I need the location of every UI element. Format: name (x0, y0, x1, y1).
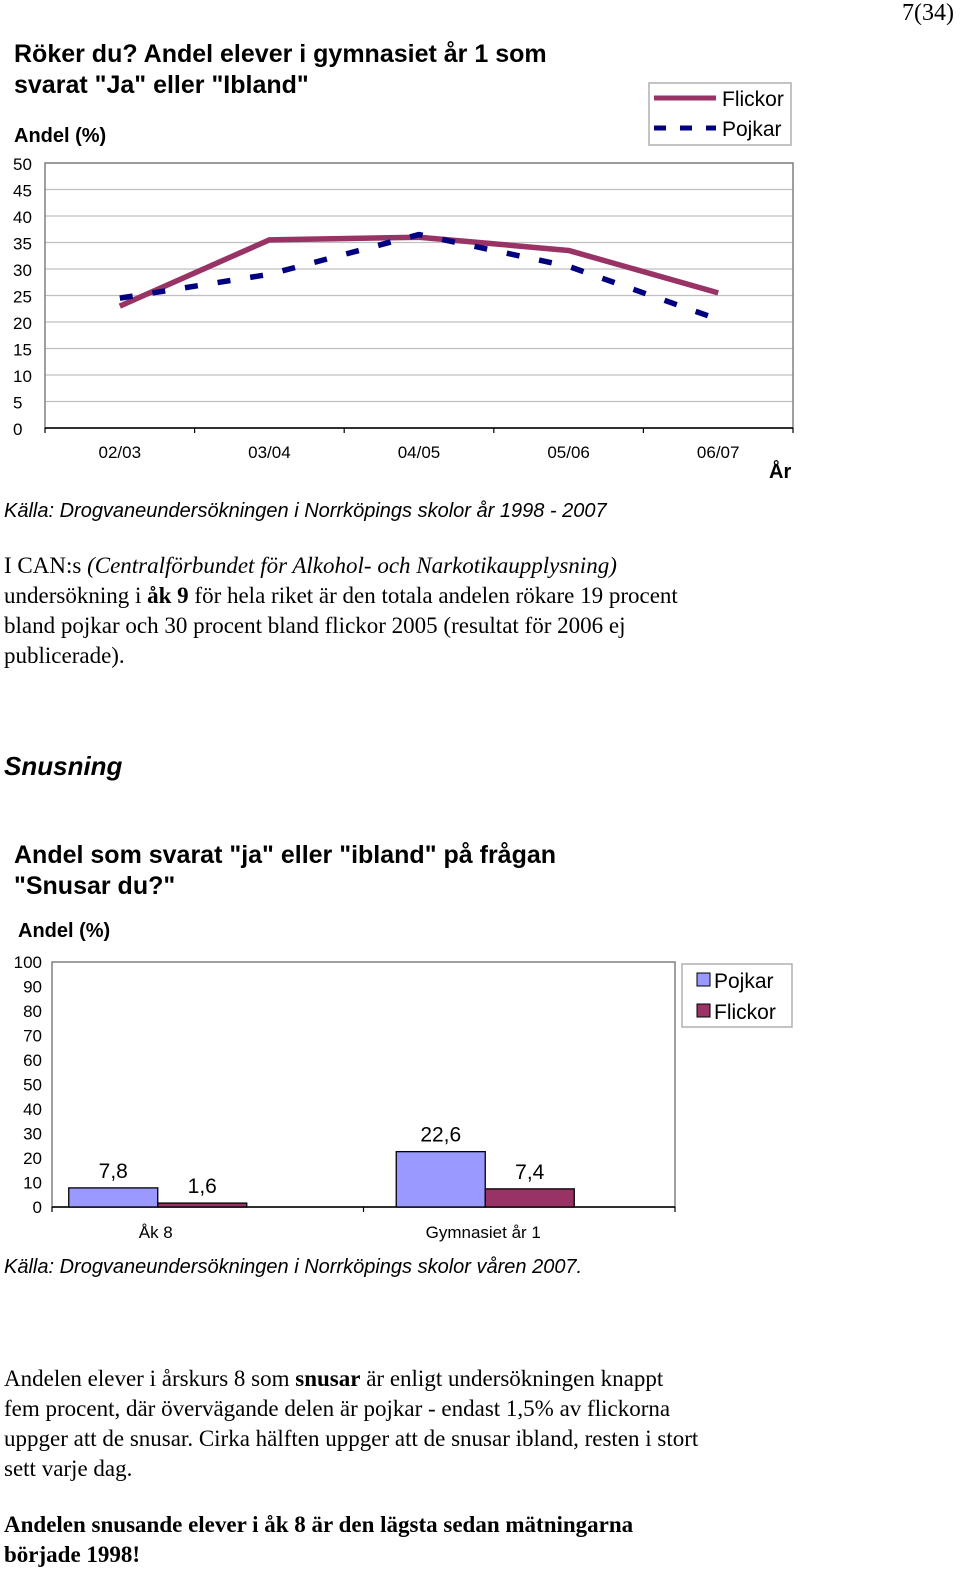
x-axis-title: År (769, 461, 792, 483)
para1-text: I CAN:s (4, 553, 88, 578)
y-tick-label: 60 (23, 1051, 42, 1070)
para1-text: publicerade). (4, 643, 125, 668)
can-paragraph (4, 551, 944, 671)
series-line-pojkar (120, 235, 718, 320)
legend-pojkar-swatch (697, 973, 710, 986)
snus-title-line2: "Snusar du?" (14, 872, 176, 900)
para2-snusar: snusar (295, 1366, 361, 1391)
x-tick-label: 06/07 (696, 443, 740, 462)
y-tick-labels (13, 155, 32, 439)
y-tick-label: 5 (13, 393, 23, 413)
x-tick-label: 03/04 (248, 443, 291, 462)
y-tick-label: 50 (13, 155, 32, 174)
x-tick-labels (99, 443, 740, 462)
para2-text: Andelen elever i årskurs 8 som (4, 1366, 296, 1391)
y-tick-label: 40 (23, 1100, 42, 1119)
legend-flickor-label: Flickor (722, 88, 784, 111)
data-label: 7,4 (515, 1160, 545, 1184)
legend-flickor-label: Flickor (714, 1001, 776, 1024)
section-heading-snusning: Snusning (4, 751, 123, 781)
bar-flickor (158, 1203, 247, 1207)
smoking-line-chart (0, 0, 960, 500)
legend-pojkar-label: Pojkar (714, 970, 774, 993)
data-label: 22,6 (420, 1123, 462, 1147)
bar-flickor (485, 1189, 574, 1207)
y-tick-label: 0 (13, 420, 23, 439)
y-tick-label: 10 (23, 1173, 42, 1193)
y-tick-label: 25 (13, 287, 32, 307)
y-tick-label: 100 (13, 953, 42, 972)
smoking-title-line2: svarat "Ja" eller "Ibland" (14, 71, 309, 99)
para1-text: bland pojkar och 30 procent bland flickor 2005 (resultat för 2006 ej (4, 613, 626, 638)
para1-grade: åk 9 (147, 583, 189, 608)
y-tick-label: 20 (23, 1149, 42, 1168)
snus-source: Källa: Drogvaneundersökningen i Norrköpings skolor våren 2007. (4, 1256, 583, 1278)
snus-chart-title (14, 840, 556, 902)
x-tick-labels (139, 1223, 541, 1242)
plot-frame (52, 962, 675, 1212)
bar-pojkar (69, 1188, 158, 1207)
conclusion-line2: började 1998! (4, 1542, 141, 1567)
conclusion-line1: Andelen snusande elever i åk 8 är den lägsta sedan mätningarna (4, 1512, 634, 1537)
y-tick-label: 15 (13, 340, 32, 360)
conclusion (4, 1510, 954, 1570)
series-lines (120, 235, 718, 320)
x-tick-label: Gymnasiet år 1 (425, 1223, 541, 1242)
y-tick-label: 10 (13, 367, 32, 386)
para1-text: undersökning i (4, 583, 148, 608)
snus-title-line1: Andel som svarat "ja" eller "ibland" på frågan (14, 841, 557, 869)
plot-area (52, 962, 675, 1207)
para1-text: för hela riket är den totala andelen rökare 19 procent (188, 583, 678, 608)
data-label: 1,6 (187, 1175, 217, 1199)
legend-flickor-swatch (697, 1004, 710, 1017)
x-tick-label: 02/03 (98, 443, 142, 462)
para2-text: uppger att de snusar. Cirka hälften uppger att de snusar ibland, resten i stort (4, 1426, 699, 1451)
para1-can-name: (Centralförbundet för Alkohol- och Narkotikaupplysning) (87, 553, 617, 578)
x-tick-label: 04/05 (397, 443, 441, 462)
para2-text: fem procent, där övervägande delen är pojkar - endast 1,5% av flickorna (4, 1396, 671, 1421)
legend-pojkar-label: Pojkar (722, 118, 782, 141)
y-tick-label: 40 (13, 208, 32, 227)
y-tick-label: 35 (13, 234, 32, 254)
plot-frame (45, 163, 793, 433)
para2-text: är enligt undersökningen knappt (360, 1366, 664, 1391)
x-tick-label: Åk 8 (138, 1223, 173, 1242)
bars (69, 1152, 575, 1207)
y-tick-label: 30 (13, 261, 32, 280)
y-tick-label: 70 (23, 1026, 42, 1046)
snus-paragraph (4, 1364, 954, 1484)
y-tick-label: 30 (23, 1124, 42, 1144)
y-tick-label: 45 (13, 181, 32, 201)
x-tick-label: 05/06 (547, 443, 590, 462)
para2-text: sett varje dag. (4, 1456, 133, 1481)
y-axis-title: Andel (%) (14, 125, 107, 147)
legend (649, 83, 791, 145)
y-tick-label: 50 (23, 1075, 42, 1095)
y-tick-label: 0 (32, 1198, 42, 1217)
bar-pojkar (396, 1152, 485, 1207)
smoking-source: Källa: Drogvaneundersökningen i Norrköpings skolor år 1998 - 2007 (4, 500, 607, 522)
y-tick-labels (14, 953, 42, 1217)
y-tick-label: 80 (23, 1002, 42, 1021)
y-axis-title: Andel (%) (18, 920, 111, 942)
legend (682, 964, 792, 1027)
y-tick-label: 90 (23, 977, 42, 997)
data-label: 7,8 (98, 1159, 128, 1183)
y-tick-label: 20 (13, 314, 32, 333)
smoking-title-line1: Röker du? Andel elever i gymnasiet år 1 som (14, 40, 547, 68)
page-number: 7(34) (902, 0, 954, 26)
snus-bar-chart (0, 900, 960, 1250)
